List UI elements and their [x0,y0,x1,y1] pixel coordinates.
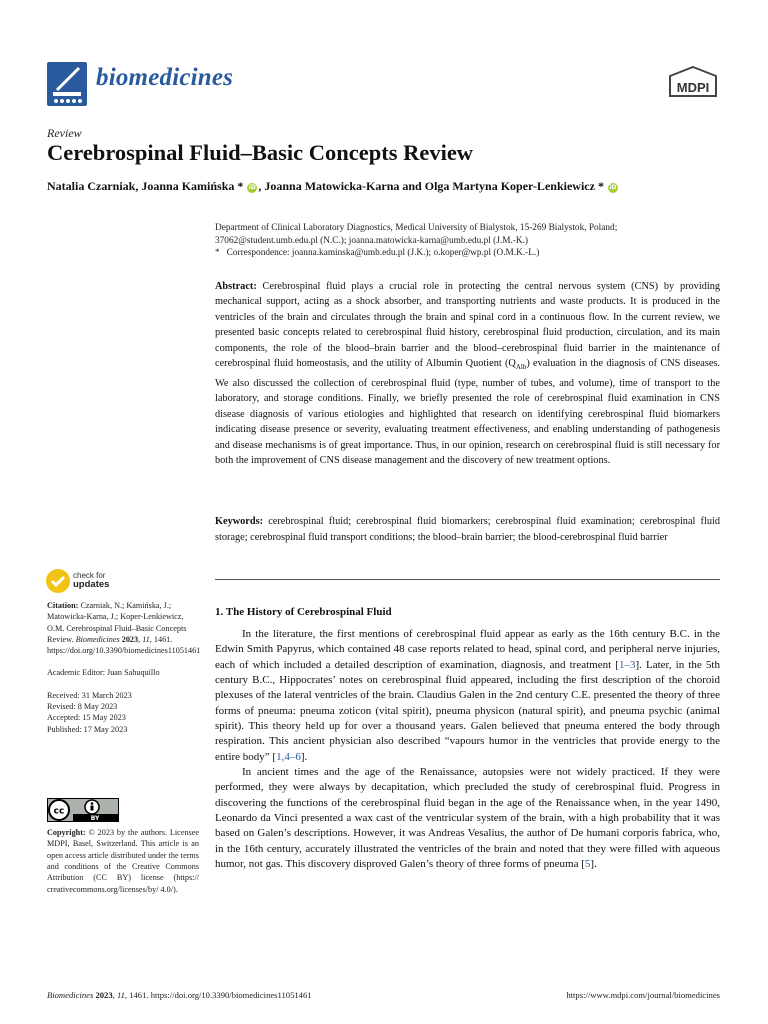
affiliation: Department of Clinical Laboratory Diagnostics, Medical University of Bialystok, 15-269 Bialystok, Poland; 37062@student.umb.edu.pl (N.C.); joanna.matowicka-karna@umb.edu.pl (J.M.-K.) [215,223,618,246]
journal-name: biomedicines [96,64,234,91]
mdpi-logo [668,66,718,100]
cc-by-label: BY [90,815,100,822]
cc-icon: cc [53,806,65,817]
revised-date: Revised: 8 May 2023 [47,702,118,712]
citation: Citation: Czarniak, N.; Kamińska, J.; Matowicka-Karna, J.; Koper-Lenkiewicz, O.M. Cerebrospinal Fluid–Basic Concepts Review. Biomedicines 2023, 11, 1461. https://doi.org/10.3390/biomedicines11051461 [47,601,201,656]
abstract: Abstract: Cerebrospinal fluid plays a crucial role in protecting the central nervous system (CNS) by providing mechanical support, acting as a shock absorber, and transporting nutrients and waste products. It is produced in the ventricles of the brain and circulates through the brain and spinal cord in a continuous flow. In the current review, we presented basic concepts related to cerebrospinal fluid history, cerebrospinal fluid production, circulation, and its main components, the role of the blood–brain barrier and the blood–cerebrospinal fluid barrier in the maintenance of cerebrospinal fluid homeostasis, and the utility of Albumin Quotient $(Q_{Alb})$ evaluation in the diagnosis of CNS diseases. We also discussed the collection of cerebrospinal fluid (type, number of tubes, and volume), time of transport to the laboratory, and storage conditions. Finally, we briefly presented the role of cerebrospinal fluid examination in CNS disease diagnosis of various etiologies and highlighted that research on identifying cerebrospinal fluid biomarkers indicating disease presence or severity, evaluating treatment effectiveness, and enabling understanding of pathogenesis and disease mechanisms is of great importance. Thus, in our opinion, research on cerebrospinal fluid is still necessary for both the improvement of CNS disease management and the discovery of new treatment options. [215,281,721,467]
page-title: Cerebrospinal Fluid–Basic Concepts Review [47,140,474,165]
received-date: Received: 31 March 2023 [47,690,132,700]
cc-by-license-badge[interactable] [47,798,119,822]
footer-doi-link[interactable]: , 1461. https://doi.org/10.3390/biomedicines11051461 [124,990,312,1000]
paragraph: In ancient times and the age of the Renaissance, autopsies were not widely practiced. If they were performed, they were always by decapitation, which precluded the study of cerebrospinal fluid. Progress in discovering the functions of the cerebrospinal fluid began in the age of the Renaissance when, in the year 1490, Leonardo da Vinci presented a wax cast of the ventricular system of the brain, with a high probability that it was based on Galen’s descriptions. However, it was Andreas Vesalius, the author of De humani corporis fabrica, who, in the 16th century, accurately illustrated the ventricles of the brain and noted that they were filled with aqueous humor, not gas. This discovery disproved Galen’s theory of three forms of pneuma [5]. [215,766,720,871]
mdpi-logo-text: MDPI [676,80,710,95]
academic-editor: Academic Editor: Juan Sahuquillo [47,668,160,678]
section-heading: 1. The History of Cerebrospinal Fluid [215,606,392,618]
section-body [215,627,720,873]
sidebar [47,600,199,735]
affiliations [215,222,720,260]
copyright-notice: Copyright: © 2023 by the authors. Licensee MDPI, Basel, Switzerland. This article is an open access article distributed under the terms and conditions of the Creative Commons Attribution (CC BY) license (https:// creativecommons.org/licenses/by/ 4.0/). [47,828,199,894]
author-list: Natalia Czarniak, Joanna Kamińska * iD , Joanna Matowicka-Karna and Olga Martyna Koper-Lenkiewicz * iD [47,179,617,193]
orcid-icon[interactable]: iD [248,184,256,191]
keywords-label: Keywords: [215,516,264,527]
accepted-date: Accepted: 15 May 2023 [47,713,126,723]
keywords: Keywords: cerebrospinal fluid; cerebrospinal fluid biomarkers; cerebrospinal fluid examination; cerebrospinal fluid storage; cerebrospinal fluid transport conditions; the blood–brain barrier; the blood-cerebrospinal fluid barrier [215,516,720,543]
correspondence: * Correspondence: joanna.kaminska@umb.edu.pl (J.K.); o.koper@wp.pl (O.M.K.-L.) [215,248,540,258]
divider [215,579,720,580]
citation-doi-link[interactable]: , 1461. https://doi.org/10.3390/biomedicines11051461 [47,634,201,656]
orcid-icon[interactable]: iD [609,184,617,191]
author-name[interactable]: Natalia Czarniak [47,179,136,193]
published-date: Published: 17 May 2023 [47,724,128,734]
paragraph: In the literature, the first mentions of cerebrospinal fluid appear as early as the 16th century B.C. in the Edwin Smith Papyrus, which contained 48 case reports related to head, spinal cord, and peripheral nerve injuries, each of which included a detailed description of examination, diagnosis, and treatment [1–3]. Later, in the 5th century B.C., Hippocrates’ notes on cerebrospinal fluid appeared, including the first description of the choroid plexuses of the lateral ventricles of the brain. Claudius Galen in the 2nd century C.E. presented the theory of three forms of pneuma: pneuma zoticon (vital spirit), pneuma physicon (natural spirit), and pneuma psychic (animal spirit). This theory held up for over a thousand years. Galen believed that pneuma entered the body through respiration. This ancient physician also described “vapours humor in the ventricles that provide energy to the entire body” [1,4–6]. [215,628,720,763]
author-name[interactable]: Olga Martyna Koper-Lenkiewicz [424,179,595,193]
author-name[interactable]: Joanna Kamińska [141,179,235,193]
abstract-label: Abstract: [215,281,257,292]
check-updates-icon [46,569,70,593]
reference-link[interactable]: 5 [584,858,591,871]
journal-logo [47,62,87,106]
article-type: Review [47,126,82,140]
footer-citation: Biomedicines 2023, 11, 1461. https://doi.org/10.3390/biomedicines11051461 [47,990,312,1000]
footer-journal-url[interactable]: https://www.mdpi.com/journal/biomedicines [566,990,720,1000]
check-for-updates-badge[interactable]: check for updates [46,568,126,598]
reference-link[interactable]: 1,4–6 [276,750,301,763]
reference-link[interactable]: 1–3 [618,658,636,671]
